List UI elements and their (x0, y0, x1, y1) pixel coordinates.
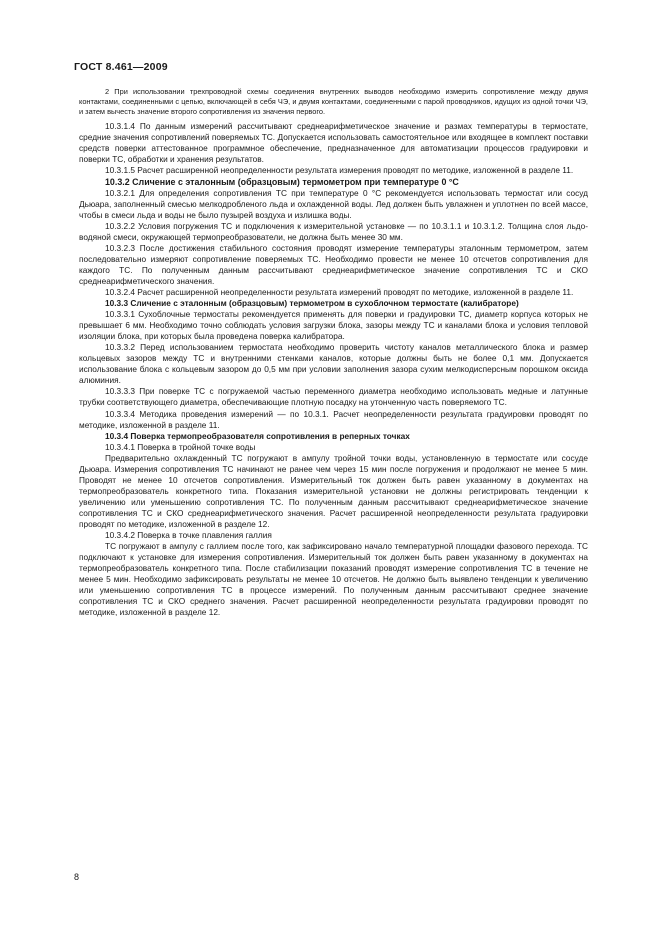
paragraph: 10.3.2.3 После достижения стабильного состояния проводят измерение температуры эталонным термометром, затем последовательно измеряют сопротивление поверяемых ТС. Необходимо провести не менее 10 отсчетов сопротивления для каждого ТС. По полученным данным рассчитывают среднеарифметическое значение сопротивления ТС и СКО среднеарифметического значения. (79, 242, 588, 286)
section-heading: 10.3.4 Поверка термопреобразователя сопротивления в реперных точках (105, 430, 410, 441)
paragraph: 10.3.3.1 Сухоблочные термостаты рекомендуется применять для поверки и градуировки ТС, диаметр корпуса которых не превышает 6 мм. Необходимо точно соблюдать условия загрузки блока, зазоры между ТС и каналами блока и условия тепловой изоляции блока, при которых была проведена поверка калибратора. (79, 309, 588, 342)
section-heading: 10.3.2 Сличение с эталонным (образцовым) термометром при температуре 0 °С (105, 176, 459, 187)
note-paragraph: 2 При использовании трехпроводной схемы соединения внутренних выводов необходимо измерить сопротивление между двумя контактами, соединенными с цепью, включающей в себя ЧЭ, и двумя контактами, соединенными с парой проводников, идущих из одной точки ЧЭ, и затем вычесть значение второго сопротивления из значения первого. (79, 87, 588, 117)
section-heading: 10.3.3 Сличение с эталонным (образцовым) термометром в сухоблочном термостате (калибраторе) (105, 298, 519, 309)
document-body (79, 87, 588, 618)
paragraph: 10.3.3.3 При поверке ТС с погружаемой частью переменного диаметра необходимо использовать медные и латунные трубки соответствующего диаметра, обеспечивающие плотную посадку на утонченную часть поверяемого ТС. (79, 386, 588, 408)
paragraph: 10.3.2.4 Расчет расширенной неопределенности результата измерений проводят по методике, изложенной в разделе 11. (105, 286, 574, 297)
paragraph: 10.3.2.1 Для определения сопротивления ТС при температуре 0 °С рекомендуется использовать термостат или сосуд Дьюара, заполненный смесью мелкодробленого льда и охлажденной воды. Лед должен быть увлажнен и уплотнен по всей массе, чтобы в смеси льда и воды не было пузырей воздуха и излишка воды. (79, 187, 588, 220)
paragraph: 10.3.1.5 Расчет расширенной неопределенности результата измерения проводят по методике, изложенной в разделе 11. (105, 165, 574, 176)
subsection-heading: 10.3.4.1 Поверка в тройной точке воды (105, 441, 256, 452)
paragraph: 10.3.3.2 Перед использованием термостата необходимо проверить чистоту каналов металлического блока и размер кольцевых зазоров между ТС и внутренними стенками каналов, которые должны быть не более 0,1 мм. Допускается использование блока с кольцевым зазором до 0,5 мм при условии заполнения зазора сухим мелкодисперсным порошком оксида алюминия. (79, 342, 588, 386)
document-header: ГОСТ 8.461—2009 (74, 61, 168, 73)
paragraph: 10.3.1.4 По данным измерений рассчитывают среднеарифметическое значение и размах температуры в термостате, средние значения сопротивлений поверяемых ТС. Допускается использовать самостоятельное или входящее в комплект поставки средств поверки аттестованное программное обеспечение, предназначенное для автоматизации процессов градуировки и поверки ТС, обработки и хранения результатов. (79, 121, 588, 165)
paragraph: Предварительно охлажденный ТС погружают в ампулу тройной точки воды, установленную в термостате или сосуде Дьюара. Измерения сопротивления ТС начинают не ранее чем через 15 мин после погружения и продолжают не менее 5 мин. Проводят не менее 10 отсчетов сопротивления. Измерительный ток должен быть равен указанному в документах на термопреобразователь конкретного типа. Показания измерительной установки не должны регистрировать тенденции к увеличению или уменьшению сопротивления ТС. По полученным данным рассчитывают среднеарифметическое значение сопротивления ТС и СКО среднеарифметического значения. Расчет расширенной неопределенности результата градуировки проводят по методике, изложенной в разделе 12. (79, 452, 588, 529)
paragraph: 10.3.2.2 Условия погружения ТС и подключения к измерительной установке — по 10.3.1.1 и 10.3.1.2. Толщина слоя льдо-водяной смеси, окружающей термопреобразователи, не должна быть менее 30 мм. (79, 220, 588, 242)
paragraph: ТС погружают в ампулу с галлием после того, как зафиксировано начало температурной площадки фазового перехода. ТС подключают к установке для измерения сопротивления. Измерительный ток должен быть равен указанному в документах на термопреобразователь конкретного типа. После стабилизации показаний проводят измерение сопротивления ТС в течение не менее 5 мин. Необходимо зафиксировать результаты не менее 10 отсчетов. Не должно быть выявлено тенденции к увеличению или уменьшению сопротивления ТС в процессе измерений. По полученным данным рассчитывают среднее значение сопротивления ТС и СКО среднего значения. Расчет расширенной неопределенности результата градуировки проводят по методике, изложенной в разделе 12. (79, 541, 588, 618)
subsection-heading: 10.3.4.2 Поверка в точке плавления галлия (105, 530, 272, 541)
page-number: 8 (74, 872, 80, 882)
paragraph: 10.3.3.4 Методика проведения измерений — по 10.3.1. Расчет неопределенности результата градуировки проводят по методике, изложенной в разделе 11. (79, 408, 588, 430)
